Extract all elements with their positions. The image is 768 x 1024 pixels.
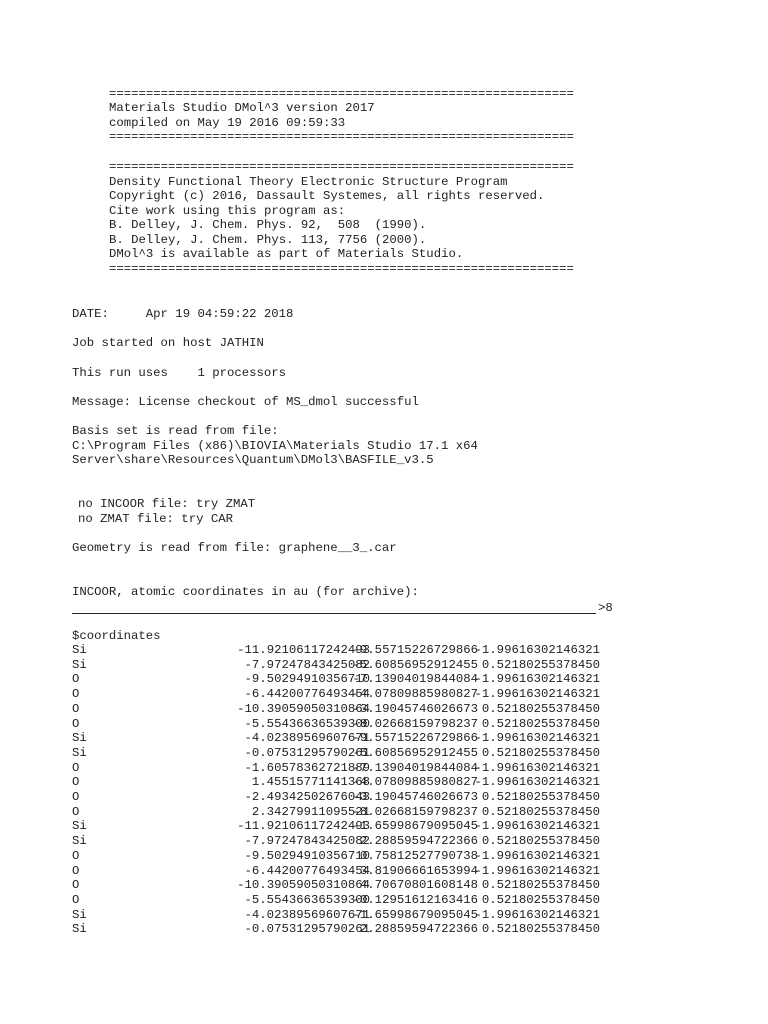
coord-z: -1.99616302146321 <box>474 848 600 863</box>
coord-z: -1.99616302146321 <box>474 760 600 775</box>
atom-element: O <box>72 701 80 716</box>
coordinate-row <box>72 790 612 804</box>
coord-z: -1.99616302146321 <box>474 819 600 834</box>
atom-element: Si <box>72 643 87 657</box>
coord-z: 0.52180255378450 <box>481 657 600 672</box>
coord-x: -7.97247843425082 <box>244 834 370 849</box>
atom-element: O <box>72 687 80 702</box>
coord-z: -1.99616302146321 <box>474 672 600 687</box>
incoor-header: INCOOR, atomic coordinates in au (for archive): <box>72 585 419 599</box>
coord-z: 0.52180255378450 <box>481 804 600 819</box>
coordinate-row <box>72 805 612 819</box>
coord-y: -1.65998679095045 <box>352 907 478 922</box>
coord-z: -1.99616302146321 <box>474 687 600 702</box>
coord-x: -5.55436636539300 <box>244 716 370 731</box>
coord-z: -1.99616302146321 <box>474 775 600 790</box>
coord-y: -3.19045746026673 <box>352 701 478 716</box>
product-version: Materials Studio DMol^3 version 2017 <box>109 101 375 115</box>
atom-element: Si <box>72 731 87 746</box>
coord-z: -1.99616302146321 <box>474 907 600 922</box>
basis-label: Basis set is read from file: <box>72 424 279 438</box>
coord-y: -9.55715226729866 <box>352 731 478 746</box>
date-line: DATE: Apr 19 04:59:22 2018 <box>72 307 294 321</box>
license-message: Message: License checkout of MS_dmol successful <box>72 395 419 409</box>
banner-rule-top: =============================================================== <box>109 87 574 101</box>
zmat-message: no ZMAT file: try CAR <box>78 512 233 526</box>
atom-element: O <box>72 878 80 893</box>
coord-y: 2.28859594722366 <box>359 834 478 849</box>
coordinate-row <box>72 849 612 863</box>
coord-z: 0.52180255378450 <box>481 716 600 731</box>
compile-date: compiled on May 19 2016 09:59:33 <box>109 116 346 130</box>
coord-y: -5.60856952912455 <box>352 657 478 672</box>
coord-y: -0.12951612163416 <box>352 892 478 907</box>
coordinate-row <box>72 775 612 789</box>
host-line: Job started on host JATHIN <box>72 336 264 350</box>
coord-x: -5.55436636539300 <box>244 892 370 907</box>
program-description: Density Functional Theory Electronic Structure Program <box>109 175 508 189</box>
coord-z: -1.99616302146321 <box>474 731 600 746</box>
coord-x: -7.97247843425082 <box>244 657 370 672</box>
atom-element: O <box>72 892 80 907</box>
availability-line: DMol^3 is available as part of Materials Studio. <box>109 247 464 261</box>
coord-y: -4.07809885980827 <box>352 775 478 790</box>
coordinate-row <box>72 761 612 775</box>
atom-element: Si <box>72 745 87 760</box>
coordinates-header: $coordinates <box>72 629 161 643</box>
coordinate-row <box>72 731 612 745</box>
coordinate-row <box>72 643 612 657</box>
coord-y: -5.60856952912455 <box>352 745 478 760</box>
coord-x: -10.39059050310864 <box>237 701 370 716</box>
coord-z: 0.52180255378450 <box>481 922 600 937</box>
atom-element: O <box>72 672 80 687</box>
coord-x: -1.60578362721889 <box>244 760 370 775</box>
coordinate-row <box>72 746 612 760</box>
coord-y: -8.02668159798237 <box>352 804 478 819</box>
coordinate-row <box>72 658 612 672</box>
coordinate-row <box>72 834 612 848</box>
coord-y: -7.13904019844084 <box>352 760 478 775</box>
coord-x: -4.02389569607671 <box>244 731 370 746</box>
atom-element: Si <box>72 922 87 937</box>
coord-x: -9.50294910356710 <box>244 848 370 863</box>
coord-z: 0.52180255378450 <box>481 834 600 849</box>
coord-x: -10.39059050310864 <box>237 878 370 893</box>
coord-z: 0.52180255378450 <box>481 892 600 907</box>
coord-z: 0.52180255378450 <box>481 745 600 760</box>
geometry-line: Geometry is read from file: graphene__3_.car <box>72 541 397 555</box>
citation-1: B. Delley, J. Chem. Phys. 92, 508 (1990). <box>109 218 427 232</box>
coord-x: -4.02389569607671 <box>244 907 370 922</box>
coord-y: -8.02668159798237 <box>352 716 478 731</box>
atom-element: O <box>72 848 80 863</box>
coord-x: -6.44200776493454 <box>244 863 370 878</box>
atom-element: O <box>72 775 80 790</box>
coordinate-row <box>72 717 612 731</box>
copyright-line: Copyright (c) 2016, Dassault Systemes, all rights reserved. <box>109 189 545 203</box>
basis-path-1: C:\Program Files (x86)\BIOVIA\Materials Studio 17.1 x64 <box>72 439 478 453</box>
coordinate-row <box>72 819 612 833</box>
coord-y: -3.19045746026673 <box>352 790 478 804</box>
coord-x: -2.49342502676043 <box>244 790 370 804</box>
coord-y: -7.13904019844084 <box>352 672 478 687</box>
coordinate-row <box>72 702 612 716</box>
atom-element: O <box>72 863 80 878</box>
processors-line: This run uses 1 processors <box>72 366 287 380</box>
coordinate-row <box>72 878 612 892</box>
coord-z: 0.52180255378450 <box>481 878 600 893</box>
coord-x: 1.45515771141368 <box>251 775 370 790</box>
coord-y: 4.70670801608148 <box>359 878 478 893</box>
coord-z: -1.99616302146321 <box>474 863 600 878</box>
coord-y: -9.55715226729866 <box>352 643 478 657</box>
coord-x: -11.92106117242493 <box>237 819 370 834</box>
coord-x: 2.34279911095521 <box>251 804 370 819</box>
coord-x: -9.50294910356710 <box>244 672 370 687</box>
coord-y: -4.07809885980827 <box>352 687 478 702</box>
atom-element: O <box>72 804 80 819</box>
atom-element: Si <box>72 657 87 672</box>
coord-x: -6.44200776493454 <box>244 687 370 702</box>
coord-x: -0.07531295790261 <box>244 745 370 760</box>
coord-y: 3.81906661653994 <box>359 863 478 878</box>
banner2-rule-bottom: =============================================================== <box>109 262 574 276</box>
coordinate-row <box>72 908 612 922</box>
atom-element: Si <box>72 819 87 834</box>
coordinate-row <box>72 864 612 878</box>
coordinate-row <box>72 687 612 701</box>
coord-z: -1.99616302146321 <box>474 643 600 657</box>
incoor-message: no INCOOR file: try ZMAT <box>78 497 256 511</box>
atom-element: O <box>72 790 80 804</box>
separator-line <box>72 613 596 614</box>
cite-line: Cite work using this program as: <box>109 204 346 218</box>
atom-element: Si <box>72 907 87 922</box>
coord-z: 0.52180255378450 <box>481 701 600 716</box>
coordinate-row <box>72 922 612 936</box>
coord-y: 2.28859594722366 <box>359 922 478 937</box>
coord-y: 0.75812527790738 <box>359 848 478 863</box>
atom-element: O <box>72 760 80 775</box>
coordinate-row <box>72 893 612 907</box>
coord-z: 0.52180255378450 <box>481 790 600 804</box>
atom-element: O <box>72 716 80 731</box>
basis-path-2: Server\share\Resources\Quantum\DMol3\BASFILE_v3.5 <box>72 453 434 467</box>
coord-y: -1.65998679095045 <box>352 819 478 834</box>
citation-2: B. Delley, J. Chem. Phys. 113, 7756 (2000). <box>109 233 427 247</box>
coord-x: -0.07531295790261 <box>244 922 370 937</box>
atom-element: Si <box>72 834 87 849</box>
banner-rule-bottom: =============================================================== <box>109 130 574 144</box>
banner2-rule-top: =============================================================== <box>109 160 574 174</box>
coordinate-row <box>72 672 612 686</box>
separator-tail: >8 <box>598 601 613 615</box>
coord-x: -11.92106117242493 <box>237 643 370 657</box>
